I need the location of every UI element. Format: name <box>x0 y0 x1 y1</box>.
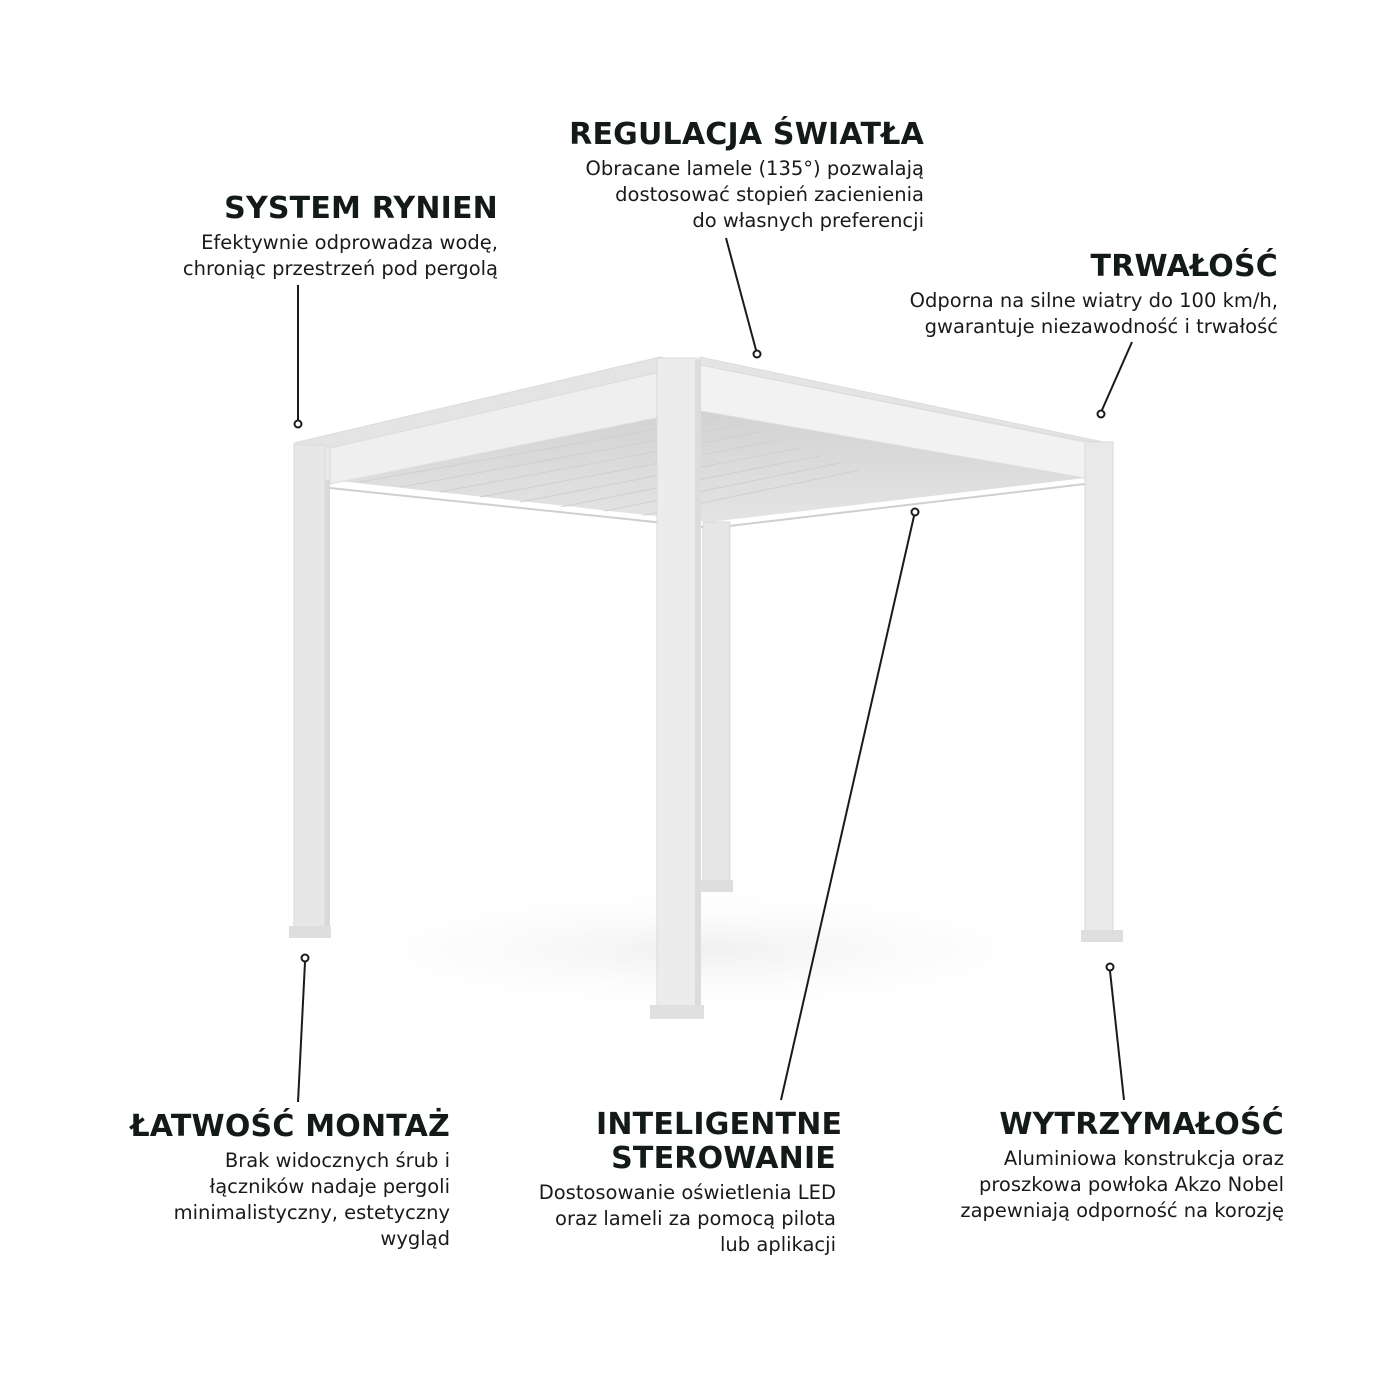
callout-title: TRWAŁOŚĆ <box>1090 249 1278 284</box>
callout-title: INTELIGENTNE STEROWANIE <box>596 1107 843 1176</box>
callout-description: Brak widocznych śrub i łączników nadaje pergoli minimalistyczny, estetyczny wygląd <box>173 1149 450 1250</box>
leader-latwosc-montazu <box>298 962 305 1102</box>
callout-latwosc-montazu <box>130 1110 450 1252</box>
back-post <box>703 522 730 890</box>
leader-regulacja-swiatla <box>726 238 756 350</box>
dot-trwalosc <box>1098 411 1105 418</box>
front-center-post <box>657 358 697 1014</box>
callout-description: Aluminiowa konstrukcja oraz proszkowa powłoka Akzo Nobel zapewniają odporność na korozję <box>960 1147 1284 1222</box>
callout-title: REGULACJA ŚWIATŁA <box>569 117 924 152</box>
front-left-post <box>294 445 325 933</box>
callout-description: Odporna na silne wiatry do 100 km/h, gwarantuje niezawodność i trwałość <box>909 289 1278 338</box>
callout-title: WYTRZYMAŁOŚĆ <box>999 1107 1284 1142</box>
callout-description: Efektywnie odprowadza wodę, chroniąc przestrzeń pod pergolą <box>182 231 498 280</box>
dot-wytrzymalosc <box>1107 964 1114 971</box>
callout-title: SYSTEM RYNIEN <box>224 191 498 226</box>
callout-description: Dostosowanie oświetlenia LED oraz lameli za pomocą pilota lub aplikacji <box>538 1181 836 1256</box>
callout-wytrzymalosc <box>960 1108 1284 1224</box>
dot-regulacja-swiatla <box>754 351 761 358</box>
leader-trwalosc <box>1102 342 1132 410</box>
callout-regulacja-swiatla <box>569 118 924 234</box>
callout-trwalosc <box>910 250 1278 340</box>
callout-inteligentne-sterowanie <box>538 1107 843 1258</box>
leader-wytrzymalosc <box>1110 971 1124 1100</box>
dot-system-rynien <box>295 421 302 428</box>
dot-latwosc-montazu <box>302 955 309 962</box>
dot-inteligentne-sterowanie <box>912 509 919 516</box>
callout-title: ŁATWOŚĆ MONTAŻ <box>130 1109 450 1144</box>
callout-description: Obracane lamele (135°) pozwalają dostosować stopień zacienienia do własnych preferencji <box>585 157 924 232</box>
callout-system-rynien <box>183 192 498 282</box>
front-right-post <box>1085 442 1113 938</box>
